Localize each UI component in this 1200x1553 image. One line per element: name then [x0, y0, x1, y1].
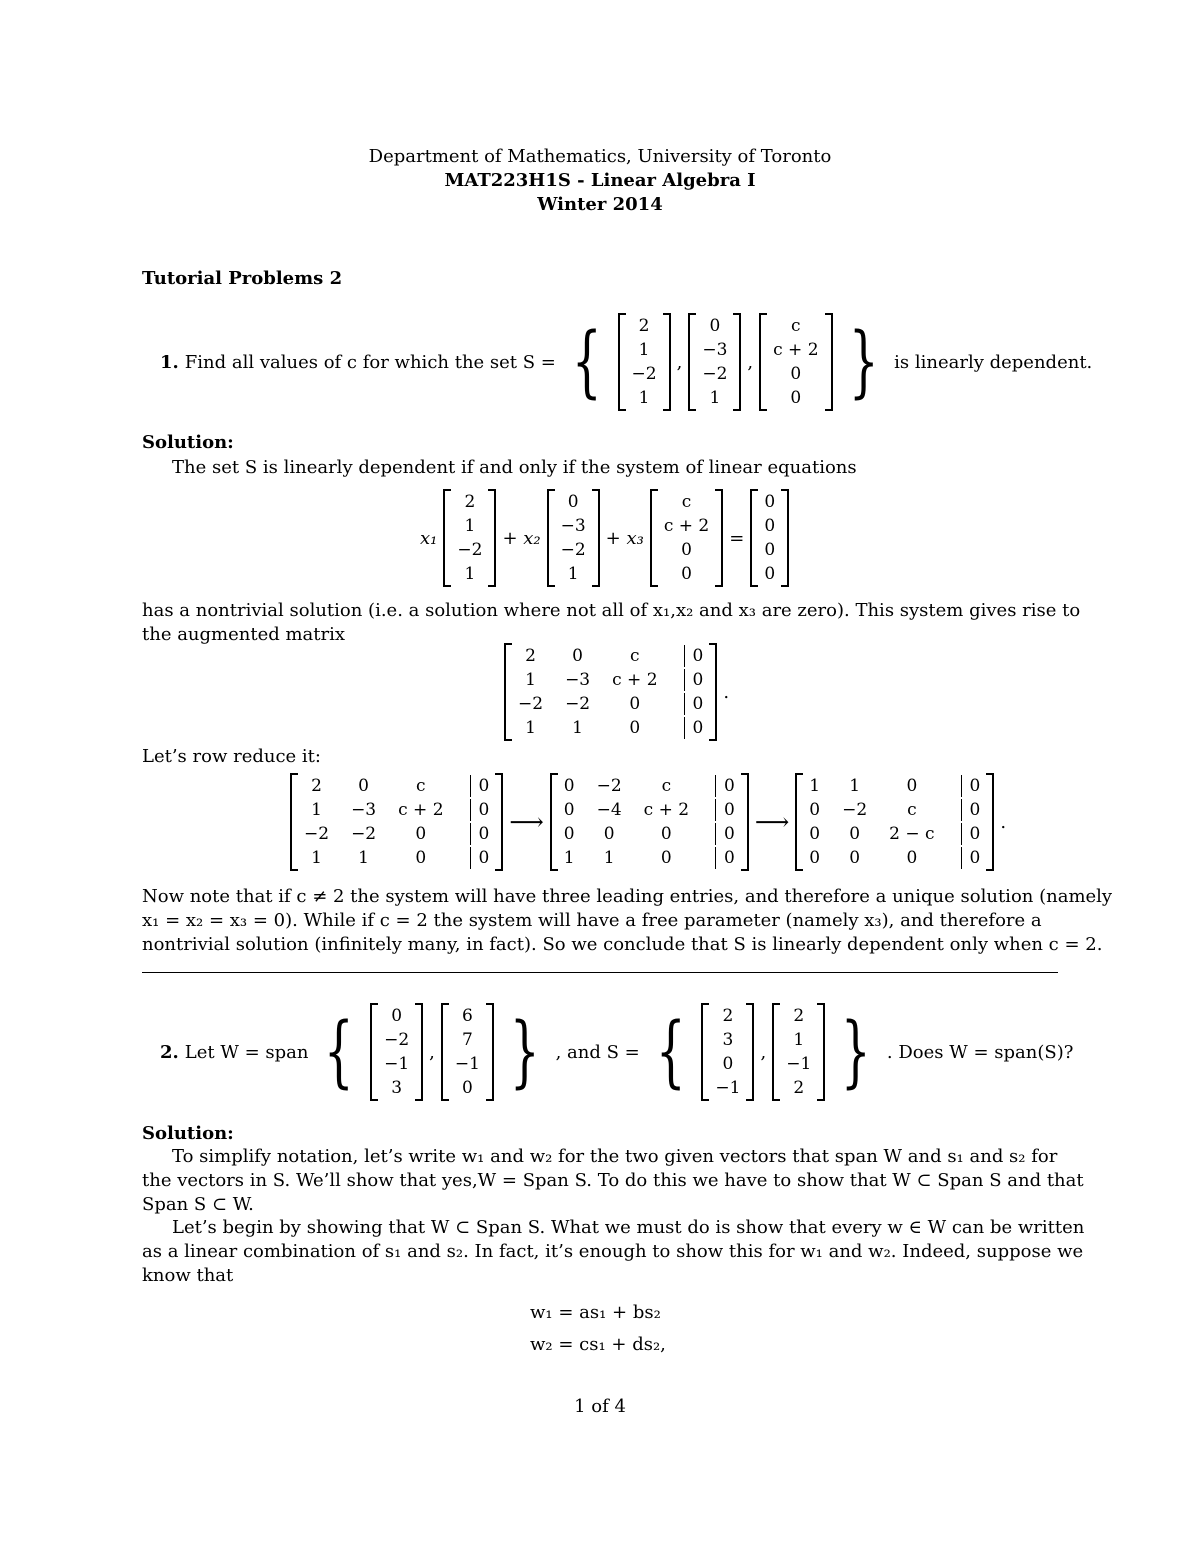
matrix-cell: 0	[603, 824, 615, 844]
x1-label: x₁	[420, 527, 438, 549]
augmented-matrix: 2 0 c 0 1 −3 c + 2 0 −2 −2 0 0 1 1 0 0 .	[504, 644, 729, 740]
matrix-cell: 0	[684, 669, 704, 691]
matrix-cell: 3	[391, 1078, 403, 1098]
matrix-cell: 0	[809, 800, 821, 820]
matrix-cell: c	[791, 316, 801, 336]
matrix-cell: 0	[961, 799, 981, 821]
eq-vector-1	[443, 489, 496, 587]
x3-label: + x₃	[605, 527, 644, 549]
vector-1	[618, 313, 671, 411]
matrix-cell: c + 2	[398, 800, 444, 820]
solution-1-line-7: nontrivial solution (infinitely many, in fact). So we conclude that S is linearly dependent only when c = 2.	[142, 934, 1103, 955]
matrix-cell: 1	[567, 564, 579, 584]
matrix-cell: 0	[906, 776, 918, 796]
matrix-cell: 0	[660, 848, 672, 868]
matrix-cell: −2	[518, 694, 544, 714]
matrix-cell: −2	[384, 1030, 410, 1050]
left-brace: {	[655, 1007, 686, 1097]
problem-2-post: . Does W = span(S)?	[886, 1041, 1074, 1063]
matrix-cell: 0	[809, 848, 821, 868]
matrix-cell: 0	[684, 645, 704, 667]
matrix-cell: −2	[351, 824, 377, 844]
row-reduce-step-1	[290, 773, 503, 871]
matrix-cell: 2	[525, 646, 536, 666]
s-vector-2	[772, 1003, 825, 1101]
matrix-cell: 0	[849, 848, 861, 868]
matrix-cell: 0	[681, 540, 692, 560]
w-vector-1	[370, 1003, 423, 1101]
matrix-cell: 2	[464, 492, 476, 512]
matrix-cell: 0	[684, 717, 704, 739]
matrix-cell: c + 2	[612, 670, 658, 690]
page-number: 1 of 4	[574, 1396, 626, 1417]
matrix-cell: 0	[961, 775, 981, 797]
matrix-cell: 1	[809, 776, 821, 796]
matrix-cell: 1	[311, 848, 322, 868]
solution-1-line-2: has a nontrivial solution (i.e. a solution where not all of x₁,x₂ and x₃ are zero). This system gives rise to	[142, 600, 1081, 621]
matrix-cell: c + 2	[643, 800, 690, 820]
matrix-cell: c	[907, 800, 917, 820]
matrix-cell: 7	[462, 1030, 473, 1050]
matrix-cell: −4	[596, 800, 622, 820]
row-reduction: 2 0 c 0 1 −3 c + 2 0 −2 −2 0 0 1 1 0 0 ⟶ 0 −2 c 0 0 −4 c + 2 0 0 0 0 0 1 1 0 0 ⟶ 1 1 0 0 0 −2 c 0 0 0 2 − c 0 0 0 0 0 .	[290, 774, 1006, 870]
matrix-cell: 0	[358, 776, 369, 796]
matrix-cell: 0	[660, 824, 672, 844]
matrix-cell: 1	[793, 1030, 805, 1050]
arrow-icon: ⟶	[509, 808, 544, 836]
matrix-cell: c	[630, 646, 640, 666]
matrix-cell: 1	[358, 848, 369, 868]
linear-combination-equation	[420, 488, 789, 588]
solution-1-line-5: Now note that if c ≠ 2 the system will have three leading entries, and therefore a unique solution (namely	[142, 886, 1113, 907]
solution-2-line-5: as a linear combination of s₁ and s₂. In fact, it’s enough to show this for w₁ and w₂. Indeed, suppose we	[142, 1241, 1084, 1262]
problem-2-text: Let W = span	[184, 1041, 309, 1063]
matrix-cell: −2	[842, 800, 868, 820]
matrix-cell: 0	[715, 775, 735, 797]
solution-2-line-1: To simplify notation, let’s write w₁ and w₂ for the two given vectors that span W and s₁ and s₂ for	[172, 1146, 1058, 1167]
augmented-matrix-body	[504, 643, 717, 741]
right-brace: }	[509, 1007, 540, 1097]
matrix-cell: 0	[563, 800, 575, 820]
matrix-cell: −1	[454, 1054, 480, 1074]
matrix-cell: 0	[809, 824, 821, 844]
matrix-cell: −3	[560, 516, 586, 536]
problem-2-number: 2.	[160, 1041, 179, 1063]
matrix-cell: 0	[961, 847, 981, 869]
matrix-cell: c	[416, 776, 426, 796]
w-vector-2	[441, 1003, 494, 1101]
matrix-cell: 3	[722, 1030, 734, 1050]
matrix-cell: −1	[715, 1078, 741, 1098]
matrix-cell: −2	[631, 364, 657, 384]
course-title: MAT223H1S - Linear Algebra I	[444, 170, 756, 191]
matrix-cell: 1	[311, 800, 322, 820]
solution-1-line-3: the augmented matrix	[142, 624, 346, 645]
matrix-cell: 2	[722, 1006, 734, 1026]
matrix-cell: 0	[572, 646, 583, 666]
matrix-cell: 0	[764, 540, 776, 560]
matrix-cell: 1	[572, 718, 583, 738]
matrix-cell: 1	[638, 340, 650, 360]
solution-1-line-4: Let’s row reduce it:	[142, 746, 321, 767]
vector-2	[688, 313, 741, 411]
page-title: Tutorial Problems 2	[142, 268, 343, 289]
matrix-cell: 0	[790, 364, 802, 384]
matrix-cell: 0	[764, 492, 776, 512]
matrix-cell: c + 2	[773, 340, 819, 360]
matrix-cell: 0	[470, 799, 490, 821]
matrix-cell: 1	[464, 516, 476, 536]
matrix-cell: 0	[961, 823, 981, 845]
equals-sign: =	[729, 527, 745, 549]
row-reduce-step-3	[795, 773, 994, 871]
matrix-cell: 1	[525, 718, 536, 738]
left-brace: {	[324, 1007, 355, 1097]
matrix-cell: 0	[629, 718, 641, 738]
matrix-cell: −2	[304, 824, 330, 844]
matrix-cell: 0	[470, 847, 490, 869]
matrix-cell: −2	[565, 694, 591, 714]
eq-vector-2	[547, 489, 600, 587]
divider	[142, 972, 1058, 973]
matrix-cell: 0	[462, 1078, 473, 1098]
solution-1-line-1: The set S is linearly dependent if and only if the system of linear equations	[172, 457, 857, 478]
matrix-cell: −2	[702, 364, 728, 384]
matrix-cell: 0	[790, 388, 802, 408]
problem-2-mid: , and S =	[555, 1041, 640, 1063]
matrix-cell: 0	[567, 492, 579, 512]
matrix-cell: 0	[849, 824, 861, 844]
matrix-cell: 2	[793, 1078, 805, 1098]
zero-vector	[750, 489, 789, 587]
matrix-cell: 1	[709, 388, 721, 408]
matrix-cell: −3	[565, 670, 591, 690]
matrix-cell: 0	[715, 823, 735, 845]
matrix-cell: 0	[764, 564, 776, 584]
matrix-cell: −1	[384, 1054, 410, 1074]
arrow-icon: ⟶	[754, 808, 790, 836]
solution-2-line-3: Span S ⊂ W.	[142, 1194, 254, 1215]
matrix-cell: −3	[351, 800, 377, 820]
matrix-cell: 0	[709, 316, 721, 336]
matrix-cell: 1	[638, 388, 650, 408]
problem-1-post: is linearly dependent.	[894, 351, 1093, 373]
matrix-cell: 1	[525, 670, 536, 690]
equation-w1: w₁ = as₁ + bs₂	[530, 1302, 661, 1323]
left-brace: {	[571, 317, 602, 407]
term: Winter 2014	[537, 194, 663, 215]
matrix-cell: 0	[722, 1054, 734, 1074]
matrix-cell: 0	[681, 564, 692, 584]
matrix-cell: 0	[391, 1006, 403, 1026]
matrix-cell: 0	[563, 776, 575, 796]
s-vector-1	[701, 1003, 754, 1101]
matrix-cell: −1	[786, 1054, 812, 1074]
matrix-cell: 0	[563, 824, 575, 844]
matrix-cell: 2	[311, 776, 322, 796]
eq-vector-3	[650, 489, 723, 587]
problem-1-text: Find all values of c for which the set S =	[184, 351, 556, 373]
matrix-cell: 1	[563, 848, 575, 868]
matrix-cell: 0	[764, 516, 776, 536]
matrix-cell: 0	[715, 847, 735, 869]
matrix-cell: 0	[715, 799, 735, 821]
solution-1-line-6: x₁ = x₂ = x₃ = 0). While if c = 2 the system will have a free parameter (namely x₃), and therefore a	[142, 910, 1042, 931]
matrix-cell: 0	[415, 824, 427, 844]
matrix-cell: 0	[906, 848, 918, 868]
matrix-cell: 0	[629, 694, 641, 714]
solution-2-line-6: know that	[142, 1265, 234, 1286]
equation-w2: w₂ = cs₁ + ds₂,	[530, 1334, 666, 1355]
matrix-cell: 0	[415, 848, 427, 868]
matrix-cell: 6	[462, 1006, 473, 1026]
dept-line: Department of Mathematics, University of Toronto	[368, 146, 832, 167]
matrix-cell: c	[681, 492, 692, 512]
matrix-cell: c	[661, 776, 672, 796]
matrix-cell: −2	[457, 540, 483, 560]
matrix-cell: 2	[793, 1006, 805, 1026]
matrix-cell: 0	[470, 775, 490, 797]
matrix-cell: c + 2	[663, 516, 710, 536]
problem-1-statement: 1. Find all values of c for which the set S = { 2 1 −2 1 , 0 −3 −2 1 , c c + 2 0 0 } is linearly dependent.	[160, 308, 1092, 416]
row-reduce-step-2	[550, 773, 749, 871]
solution-2-line-2: the vectors in S. We’ll show that yes,W = Span S. To do this we have to show that W ⊂ Span S and that	[142, 1170, 1084, 1191]
matrix-cell: −3	[702, 340, 728, 360]
solution-2-line-4: Let’s begin by showing that W ⊂ Span S. What we must do is show that every w ∈ W can be written	[172, 1217, 1085, 1238]
matrix-cell: 1	[849, 776, 861, 796]
problem-1-number: 1.	[160, 351, 179, 373]
matrix-cell: −2	[596, 776, 622, 796]
problem-2-statement: 2. Let W = span { 0 −2 −1 3 , 6 7 −1 0 } , and S = { 2 3 0 −1 , 2 1 −1 2 } . Does W = span(S)?	[160, 1000, 1073, 1104]
x2-label: + x₂	[502, 527, 541, 549]
right-brace: }	[848, 317, 879, 407]
matrix-cell: 1	[464, 564, 476, 584]
matrix-cell: 2	[638, 316, 650, 336]
matrix-cell: 2 − c	[889, 824, 935, 844]
right-brace: }	[841, 1007, 871, 1097]
matrix-cell: 1	[603, 848, 615, 868]
solution-2-label: Solution:	[142, 1123, 234, 1144]
matrix-cell: −2	[560, 540, 586, 560]
matrix-cell: 0	[470, 823, 490, 845]
solution-1-label: Solution:	[142, 432, 234, 453]
vector-3	[759, 313, 832, 411]
matrix-cell: 0	[684, 693, 704, 715]
